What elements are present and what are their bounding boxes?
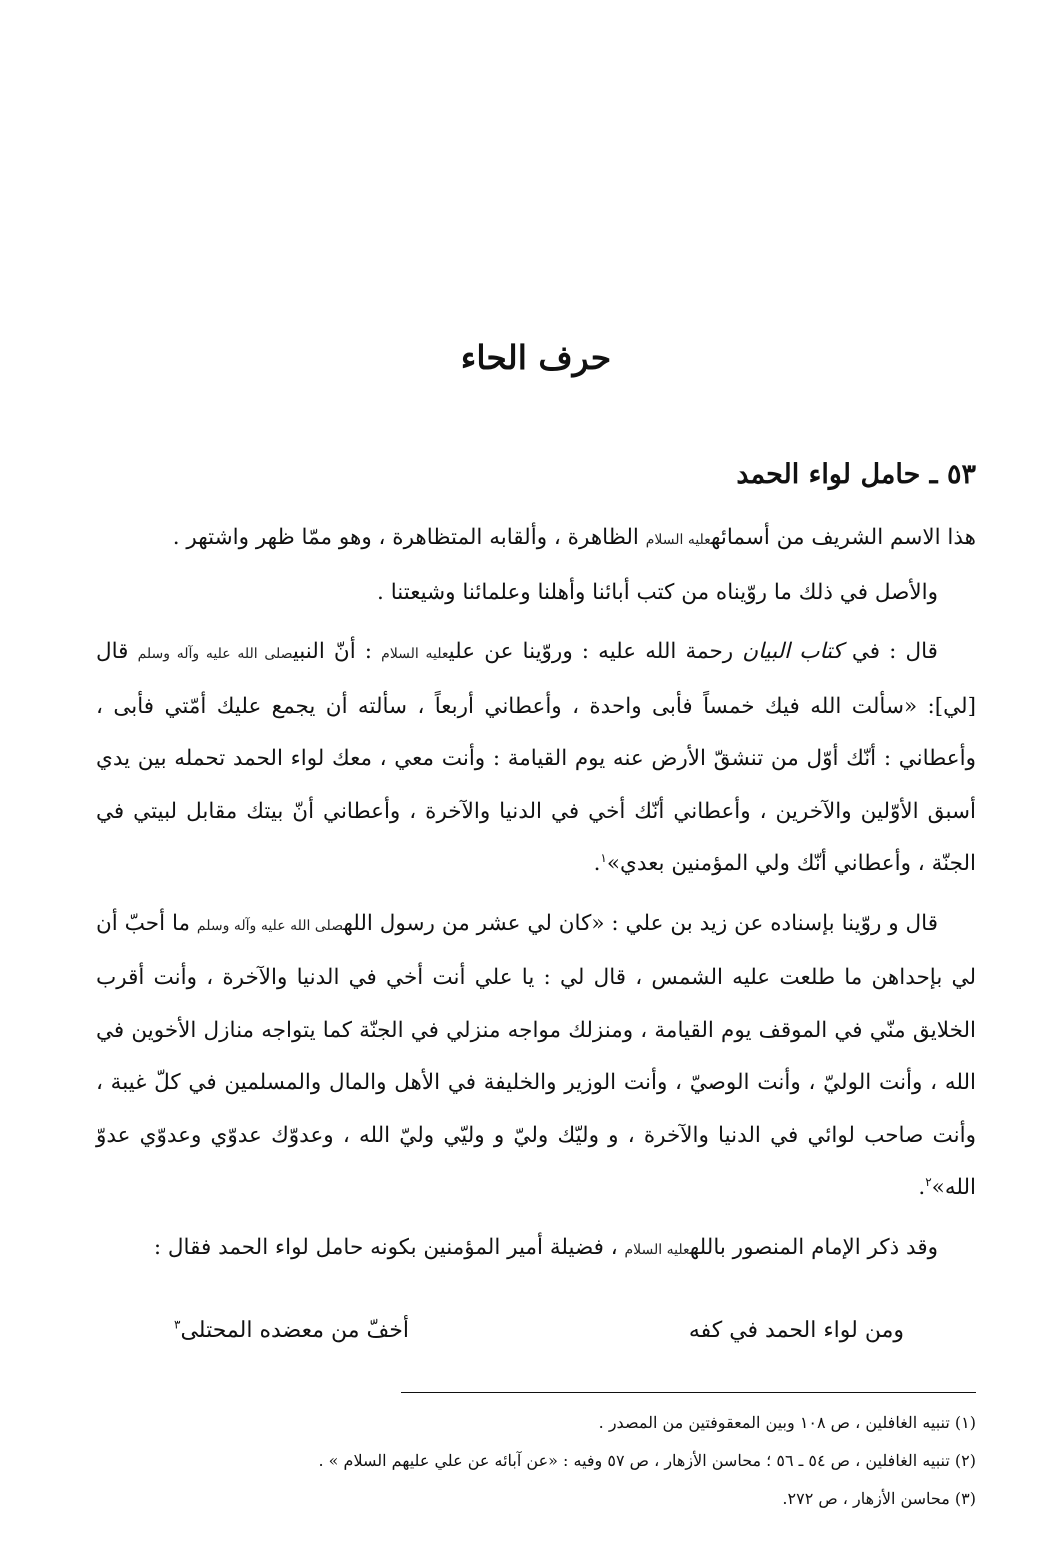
paragraph-hadith-2: [96, 898, 976, 1215]
paragraph-hadith-1: [96, 626, 976, 891]
text-run: ، فضيلة أمير المؤمنين بكونه حامل لواء الحمد فقال :: [153, 1234, 625, 1260]
footnote-ref-1[interactable]: ١: [600, 850, 607, 865]
paragraph-poem-intro: [96, 1222, 976, 1277]
footnote-ref-2[interactable]: ٢: [925, 1174, 932, 1189]
paragraph-intro: [96, 512, 976, 567]
paragraph-origin: [96, 567, 976, 620]
entry-separator: ـ: [920, 459, 947, 490]
book-page: [96, 0, 976, 1568]
footnote-divider: [401, 1392, 976, 1393]
text-run: .: [918, 1175, 926, 1200]
footnote-item: (٣) محاسن الأزهار ، ص ٢٧٢.: [782, 1489, 976, 1508]
chapter-title: حرف الحاء: [460, 338, 612, 377]
text-run: أخفّ من معضده المحتلى: [180, 1318, 409, 1343]
entry-title: حامل لواء الحمد: [736, 459, 921, 490]
poem-hemistich-second: [174, 1306, 409, 1356]
footnote-ref-3[interactable]: ٣: [174, 1317, 181, 1332]
text-run: رحمة الله عليه : وروّينا عن علي: [448, 639, 743, 664]
poem-hemistich-first: ومن لواء الحمد في كفه: [688, 1318, 904, 1343]
text-run: وقد ذكر الإمام المنصور بالله: [689, 1234, 938, 1260]
footnotes-list: [96, 1404, 976, 1518]
text-run: والأصل في ذلك ما روّيناه من كتب أبائنا وأهلنا وعلمائنا وشيعتنا .: [377, 579, 938, 605]
text-run: هذا الاسم الشريف من أسمائه: [710, 525, 976, 550]
text-run: قال و روّينا بإسناده عن زيد بن علي : «كان لي عشر من رسول الله: [343, 910, 938, 936]
text-run: قال [لي]: «سألت الله فيك خمساً فأبى واحدة ، وأعطاني أربعاً ، سألته أن يجمع عليك أمّتي فأبى ، وأعطاني : أنّك أوّل من تنشقّ الأرض عنه يوم القيامة : وأنت معي ، معك لواء الحمد تحمله بين يدي أسبق الأوّلين والآخرين ، وأعطاني أنّك أخي في الدنيا والآخرة ، وأعطاني أنّ بيتك مقابل لبيتي في الجنّة ، وأعطاني أنّك ولي المؤمنين بعدي»: [96, 639, 976, 876]
text-run: قال : في: [842, 639, 938, 664]
book-title: كتاب البيان: [742, 639, 843, 664]
footnote-item: (٢) تنبيه الغافلين ، ص ٥٤ ـ ٥٦ ؛ محاسن الأزهار ، ص ٥٧ وفيه : «عن آبائه عن علي عليهم السلام » .: [318, 1451, 976, 1470]
honorific-glyph: صلى الله عليه وآله وسلم: [196, 917, 344, 934]
text-run: : أنّ النبي: [292, 639, 382, 664]
poem-verse: [174, 1306, 904, 1356]
footnote-item: (١) تنبيه الغافلين ، ص ١٠٨ وبين المعقوفتين من المصدر .: [598, 1413, 976, 1432]
text-run: ما أحبّ أن لي بإحداهن ما طلعت عليه الشمس ، قال لي : يا علي أنت أخي في الدنيا والآخرة ، وأنت أقرب الخلايق منّي في الموقف يوم القيامة ، ومنزلك مواجه منزلي في الجنّة كما يتواجه منازل الأخوين في الله ، وأنت الوليّ ، وأنت الوصيّ ، وأنت الوزير والخليفة في الأهل والمال والمسلمين في كلّ غيبة ، وأنت صاحب لوائي في الدنيا والآخرة ، و وليّك وليّ و وليّي وليّ الله ، وعدوّك عدوّي وعدوّي عدوّ الله»: [96, 910, 976, 1200]
text-run: الظاهرة ، وألقابه المتظاهرة ، وهو ممّا ظهر واشتهر .: [172, 525, 646, 550]
honorific-glyph: عليه السلام: [624, 1241, 690, 1258]
text-run: .: [593, 851, 601, 876]
entry-heading: [96, 455, 976, 495]
entry-number: ٥٣: [946, 459, 976, 490]
honorific-glyph: صلى الله عليه وآله وسلم: [137, 646, 293, 662]
honorific-glyph: عليه السلام: [381, 646, 449, 662]
main-text: [96, 512, 976, 1276]
honorific-glyph: عليه السلام: [645, 532, 711, 548]
